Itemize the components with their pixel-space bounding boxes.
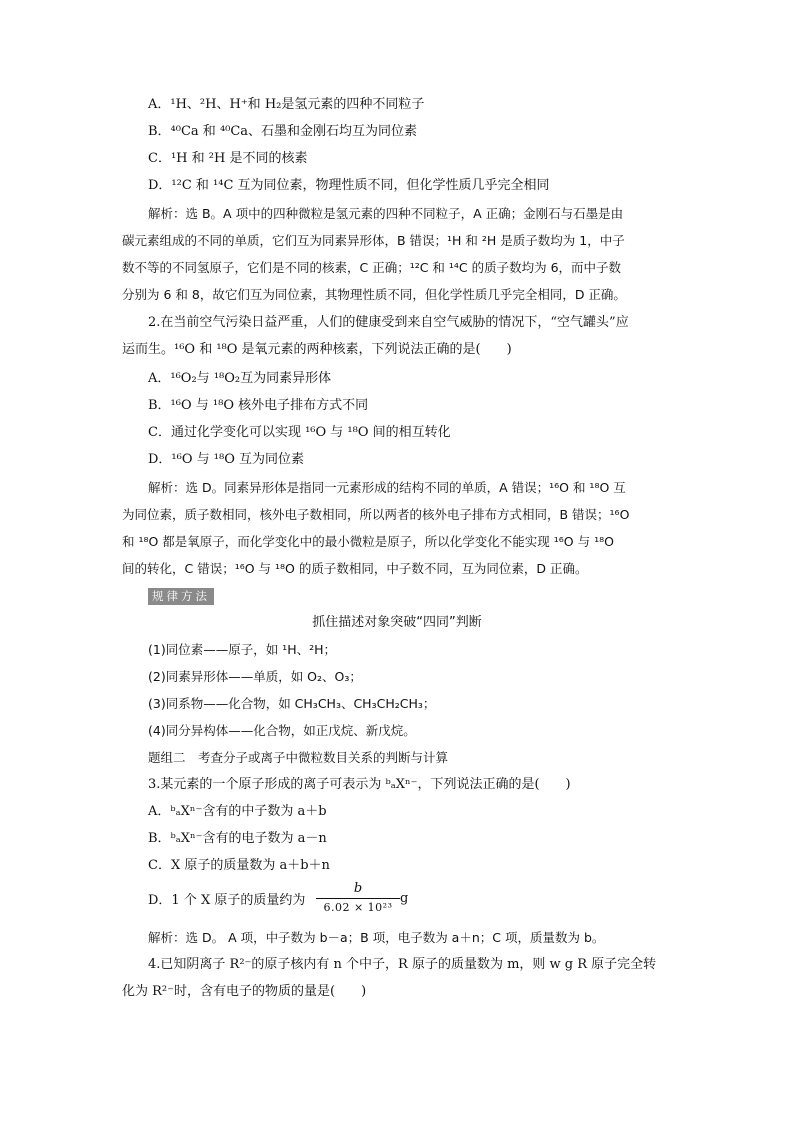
q2-explanation-line: 解析：选 D。同素异形体是指同一元素形成的结构不同的单质，A 错误；¹⁶O 和 ¹⁸O 互 (148, 480, 626, 495)
method-item: (2)同素异形体——单质，如 O₂、O₃； (148, 669, 362, 684)
q3-option-c: C．X 原子的质量数为 a＋b＋n (148, 858, 330, 873)
q3-option-b: B．ᵇₐXⁿ⁻含有的电子数为 a－n (148, 831, 327, 846)
q1-explanation-line: 解析：选 B。A 项中的四种微粒是氢元素的四种不同粒子，A 正确；金刚石与石墨是由 (148, 206, 624, 221)
method-item: (1)同位素——原子，如 ¹H、²H； (148, 642, 337, 657)
q1-explanation-line: 数不等的不同氢原子，它们是不同的核素，C 正确；¹²C 和 ¹⁴C 的质子数均为 6，而中子数 (122, 260, 622, 275)
fraction-bar (316, 898, 400, 899)
fraction-denominator: 6.02 × 10²³ (323, 901, 393, 914)
q4-stem-line: 化为 R²⁻时，含有电子的物质的量是( ) (122, 984, 367, 999)
q2-explanation-line: 间的转化，C 错误；¹⁶O 与 ¹⁸O 的质子数相同，中子数不同，互为同位素，D 正确。 (122, 561, 588, 576)
group-2-title: 题组二 考查分子或离子中微粒数目关系的判断与计算 (148, 750, 449, 765)
q2-stem-line: 运而生。¹⁶O 和 ¹⁸O 是氧元素的两种核素，下列说法正确的是( ) (122, 342, 512, 357)
method-badge: 规律方法 (148, 588, 214, 605)
q1-option-c: C．¹H 和 ²H 是不同的核素 (148, 151, 308, 166)
q3-option-a: A．ᵇₐXⁿ⁻含有的中子数为 a＋b (148, 804, 327, 819)
q1-explanation-line: 分别为 6 和 8，故它们互为同位素，其物理性质不同，但化学性质几乎完全相同，D 正确。 (122, 287, 626, 302)
fraction-numerator: b (353, 881, 363, 896)
q3-explanation: 解析：选 D。 A 项，中子数为 b－a；B 项，电子数为 a＋n；C 项，质量数为 b。 (148, 930, 605, 945)
q3-stem: 3.某元素的一个原子形成的离子可表示为 ᵇₐXⁿ⁻，下列说法正确的是( ) (148, 777, 571, 792)
fraction-unit: g (400, 891, 409, 906)
q1-explanation-line: 碳元素组成的不同的单质，它们互为同素异形体，B 错误；¹H 和 ²H 是质子数均为 1，中子 (122, 233, 625, 248)
q3-option-d-fraction (316, 882, 436, 918)
method-item: (4)同分异构体——化合物，如正戊烷、新戊烷。 (148, 723, 416, 738)
q2-stem-line: 2.在当前空气污染日益严重，人们的健康受到来自空气威胁的情况下，“空气罐头”应 (148, 315, 629, 330)
q4-stem-line: 4.已知阴离子 R²⁻的原子核内有 n 个中子，R 原子的质量数为 m，则 w g R 原子完全转 (148, 957, 657, 972)
q2-explanation-line: 和 ¹⁸O 都是氧原子，而化学变化中的最小微粒是原子，所以化学变化不能实现 ¹⁶O 与 ¹⁸O (122, 534, 614, 549)
method-title: 抓住描述对象突破“四同”判断 (312, 615, 482, 630)
method-item: (3)同系物——化合物，如 CH₃CH₃、CH₃CH₂CH₃； (148, 696, 436, 711)
q2-option-c: C．通过化学变化可以实现 ¹⁶O 与 ¹⁸O 间的相互转化 (148, 425, 451, 440)
q2-explanation-line: 为同位素，质子数相同，核外电子数相同，所以两者的核外电子排布方式相同，B 错误；¹⁶O (122, 507, 630, 522)
q3-option-d: D．1 个 X 原子的质量约为 (148, 893, 306, 908)
q2-option-d: D．¹⁶O 与 ¹⁸O 互为同位素 (148, 452, 304, 467)
q1-option-a: A．¹H、²H、H⁺和 H₂是氢元素的四种不同粒子 (148, 97, 425, 112)
q2-option-a: A．¹⁶O₂与 ¹⁸O₂互为同素异形体 (148, 371, 332, 386)
q1-option-b: B．⁴⁰Ca 和 ⁴⁰Ca、石墨和金刚石均互为同位素 (148, 124, 418, 139)
q2-option-b: B．¹⁶O 与 ¹⁸O 核外电子排布方式不同 (148, 398, 369, 413)
q1-option-d: D．¹²C 和 ¹⁴C 互为同位素，物理性质不同，但化学性质几乎完全相同 (148, 178, 550, 193)
